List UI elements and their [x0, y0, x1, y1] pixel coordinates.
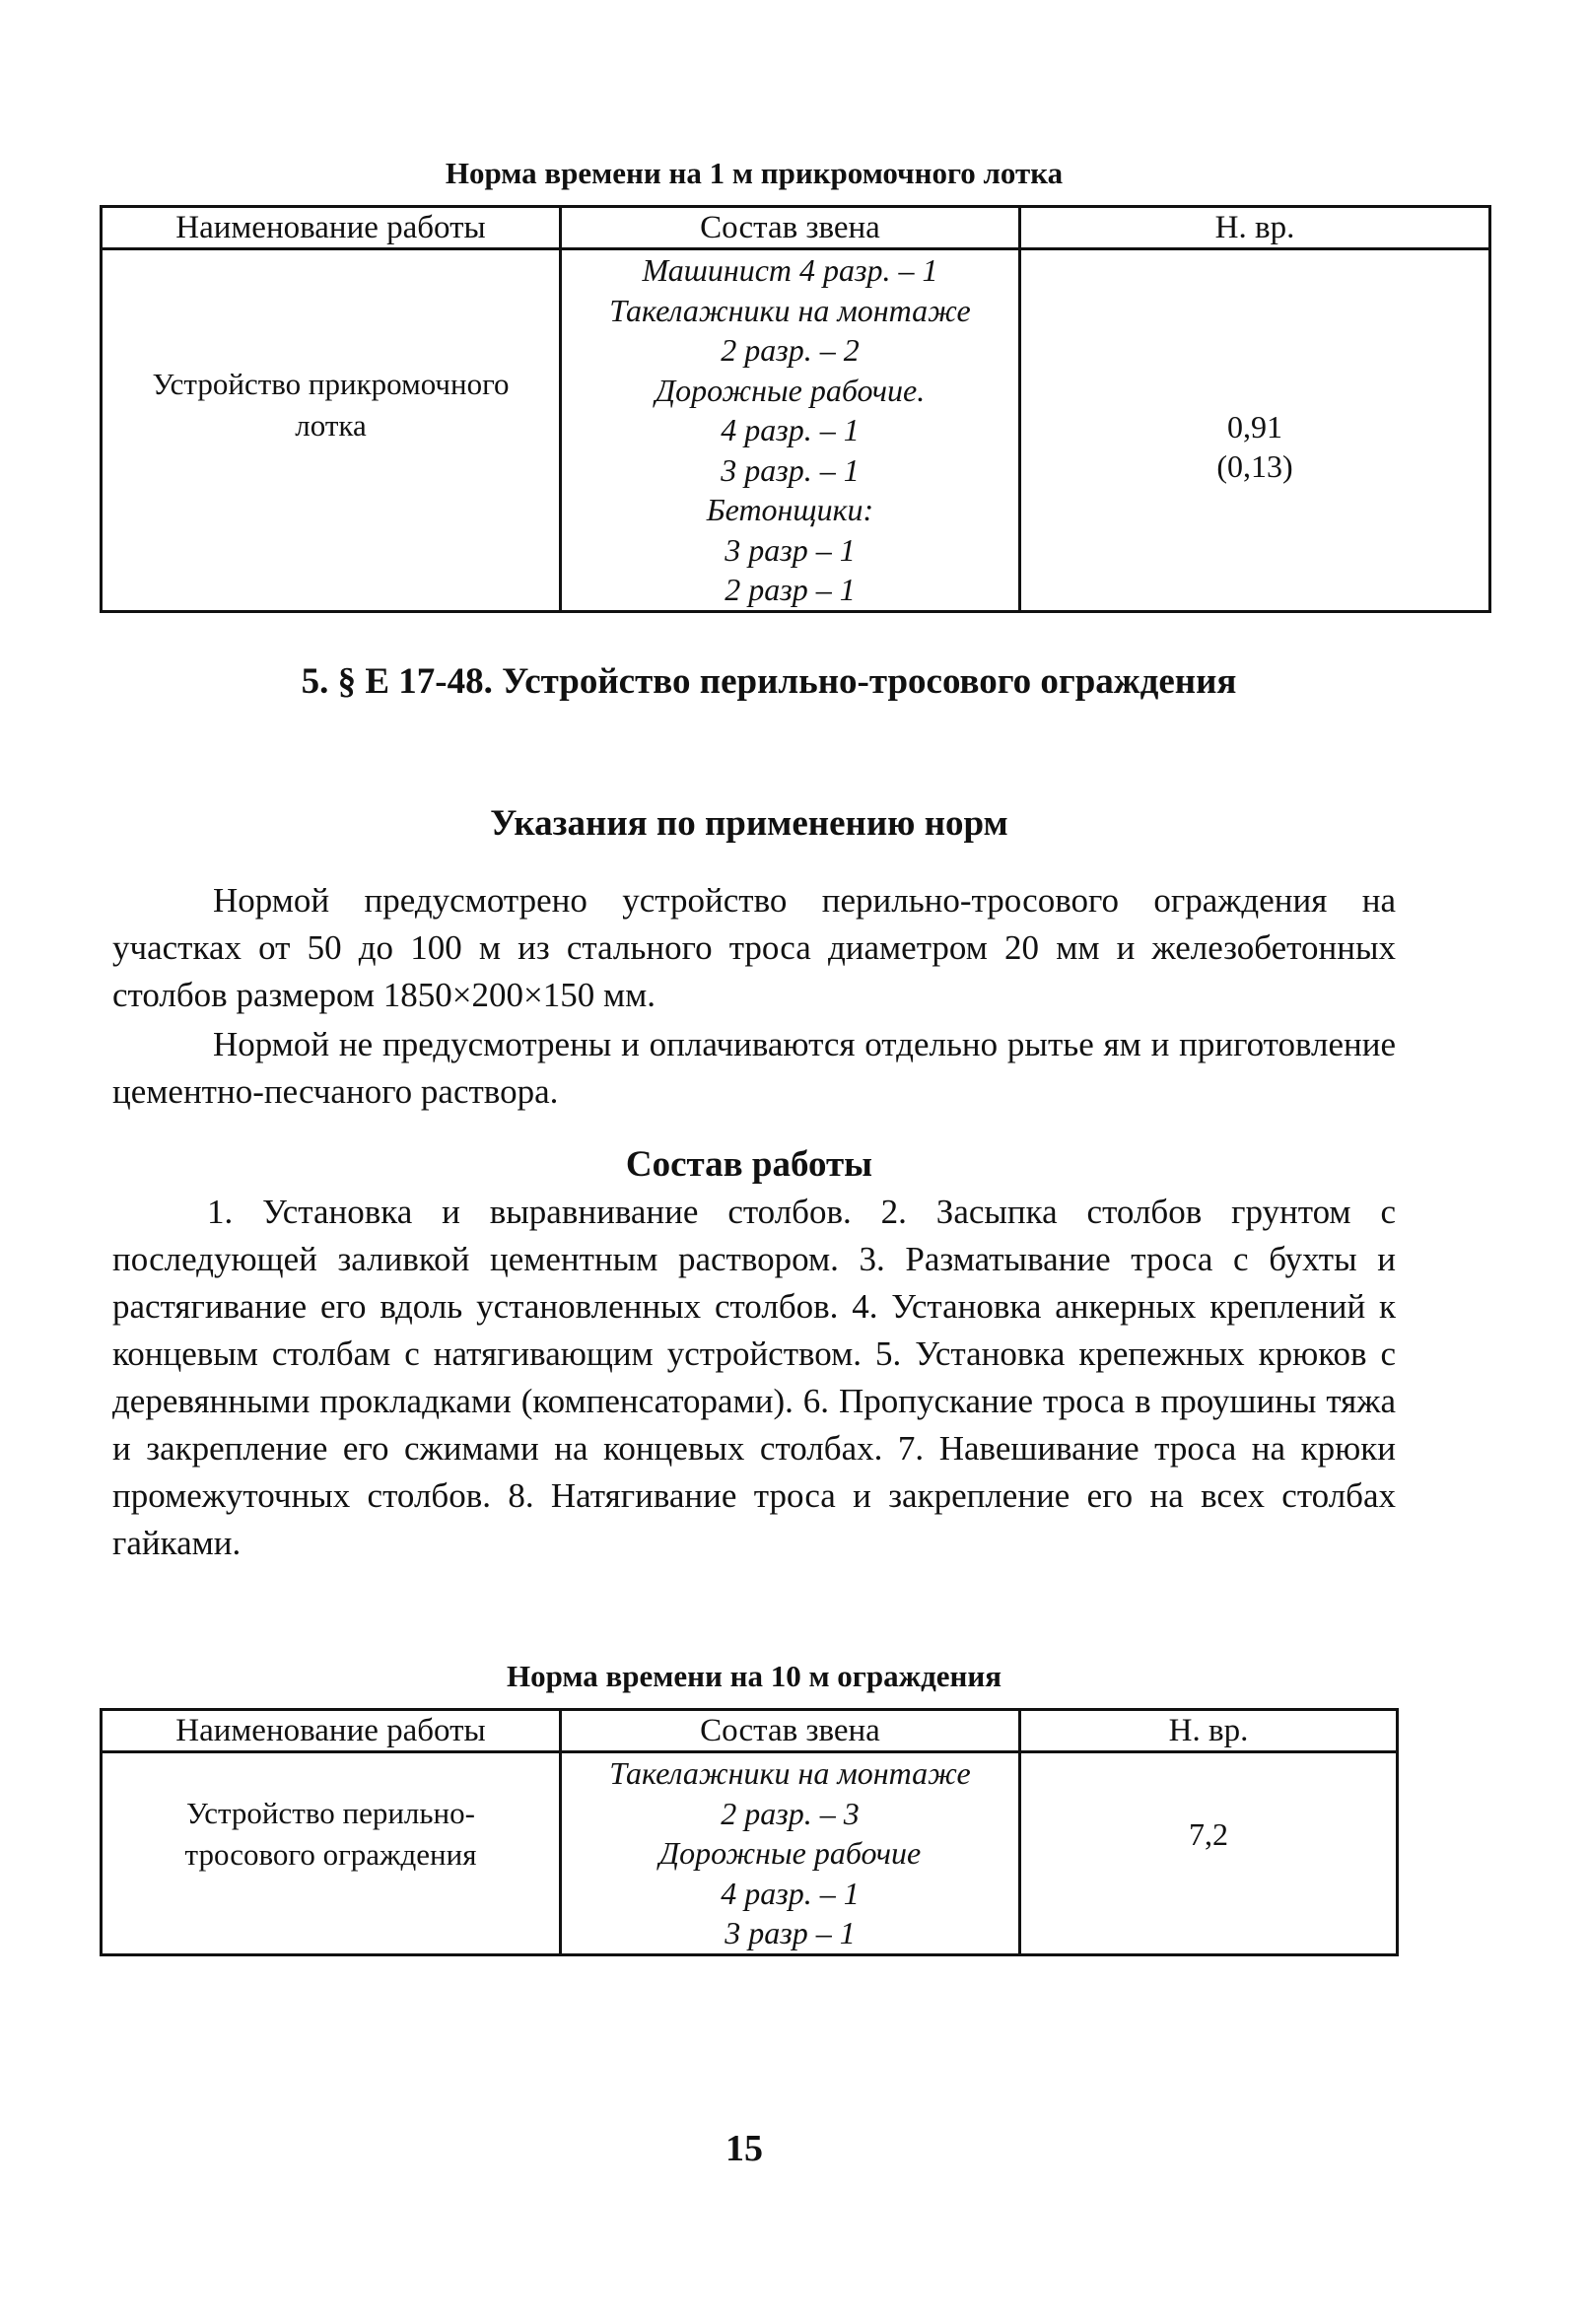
table-row: [102, 249, 1490, 612]
column-header-norm: Н. вр.: [1020, 1710, 1398, 1752]
table-header-row: [102, 207, 1490, 249]
column-header-norm: Н. вр.: [1020, 207, 1490, 249]
instruction-paragraph: Нормой не предусмотрены и оплачиваются отдельно рытье ям и приготовление цементно-песчаного раствора.: [112, 1025, 1396, 1111]
norm-cell: [1020, 249, 1490, 612]
crew-line: Машинист 4 разр. – 1: [642, 252, 938, 288]
crew-line: 3 разр – 1: [725, 531, 856, 568]
instruction-paragraph: Нормой предусмотрено устройство перильно-тросового ограждения на участках от 50 до 100 м из стального троса диаметром 20 мм и железобетонных столбов размером 1850×200×150 мм.: [112, 881, 1396, 1014]
norm-table-1: [100, 205, 1491, 613]
crew-line: 4 разр. – 1: [721, 1875, 860, 1911]
crew-line: Дорожные рабочие: [658, 1835, 922, 1871]
norm-cell: [1020, 1752, 1398, 1955]
norm-value: 7,2: [1189, 1815, 1228, 1852]
crew-line: 2 разр. – 2: [721, 332, 860, 368]
norm-table-2: [100, 1708, 1399, 1956]
work-name-cell: [102, 1752, 561, 1955]
crew-line: Такелажники на монтаже: [609, 1755, 971, 1791]
section-title: 5. § Е 17-48. Устройство перильно-тросового ограждения: [301, 661, 1237, 702]
composition-paragraph: 1. Установка и выравнивание столбов. 2. Засыпка столбов грунтом с последующей заливкой цементным раствором. 3. Разматывание троса с бухты и растягивание его вдоль установленных столбов. 4. Установка анкерных креплений к концевым столбам с натягивающим устройством. 5. Установка крепежных крюков с деревянными прокладками (компенсаторами). 6. Пропускание троса в проушины тяжа и закрепление его сжимами на концевых столбах. 7. Навешивание троса на крюки промежуточных столбов. 8. Натягивание троса и закрепление его на всех столбах гайками.: [112, 1193, 1396, 1562]
crew-line: 2 разр. – 3: [721, 1795, 860, 1831]
crew-line: 3 разр – 1: [725, 1915, 856, 1950]
column-header-work: Наименование работы: [102, 1710, 561, 1752]
crew-line: 3 разр. – 1: [721, 451, 860, 488]
composition-heading: Состав работы: [625, 1144, 873, 1185]
crew-cell: [561, 1752, 1020, 1955]
work-name: Устройство прикромочного лотка: [152, 366, 510, 443]
norm-value: 0,91: [1227, 408, 1282, 444]
column-header-work: Наименование работы: [102, 207, 561, 249]
crew-line: 2 разр – 1: [725, 572, 856, 607]
table2-title: Норма времени на 10 м ограждения: [506, 1659, 1002, 1693]
crew-line: Дорожные рабочие.: [655, 372, 926, 408]
table-header-row: [102, 1710, 1398, 1752]
crew-line: Бетонщики:: [706, 492, 874, 527]
column-header-crew: Состав звена: [561, 207, 1020, 249]
table-row: [102, 1752, 1398, 1955]
instructions-heading: Указания по применению норм: [490, 803, 1008, 844]
page-number: 15: [725, 2128, 763, 2169]
work-name-cell: [102, 249, 561, 612]
column-header-crew: Состав звена: [561, 1710, 1020, 1752]
work-name: Устройство перильно-тросового ограждения: [184, 1795, 477, 1872]
crew-line: 4 разр. – 1: [721, 412, 860, 447]
crew-line: Такелажники на монтаже: [609, 292, 971, 328]
table1-title: Норма времени на 1 м прикромочного лотка: [445, 156, 1064, 190]
crew-cell: [561, 249, 1020, 612]
norm-subvalue: (0,13): [1216, 447, 1293, 484]
